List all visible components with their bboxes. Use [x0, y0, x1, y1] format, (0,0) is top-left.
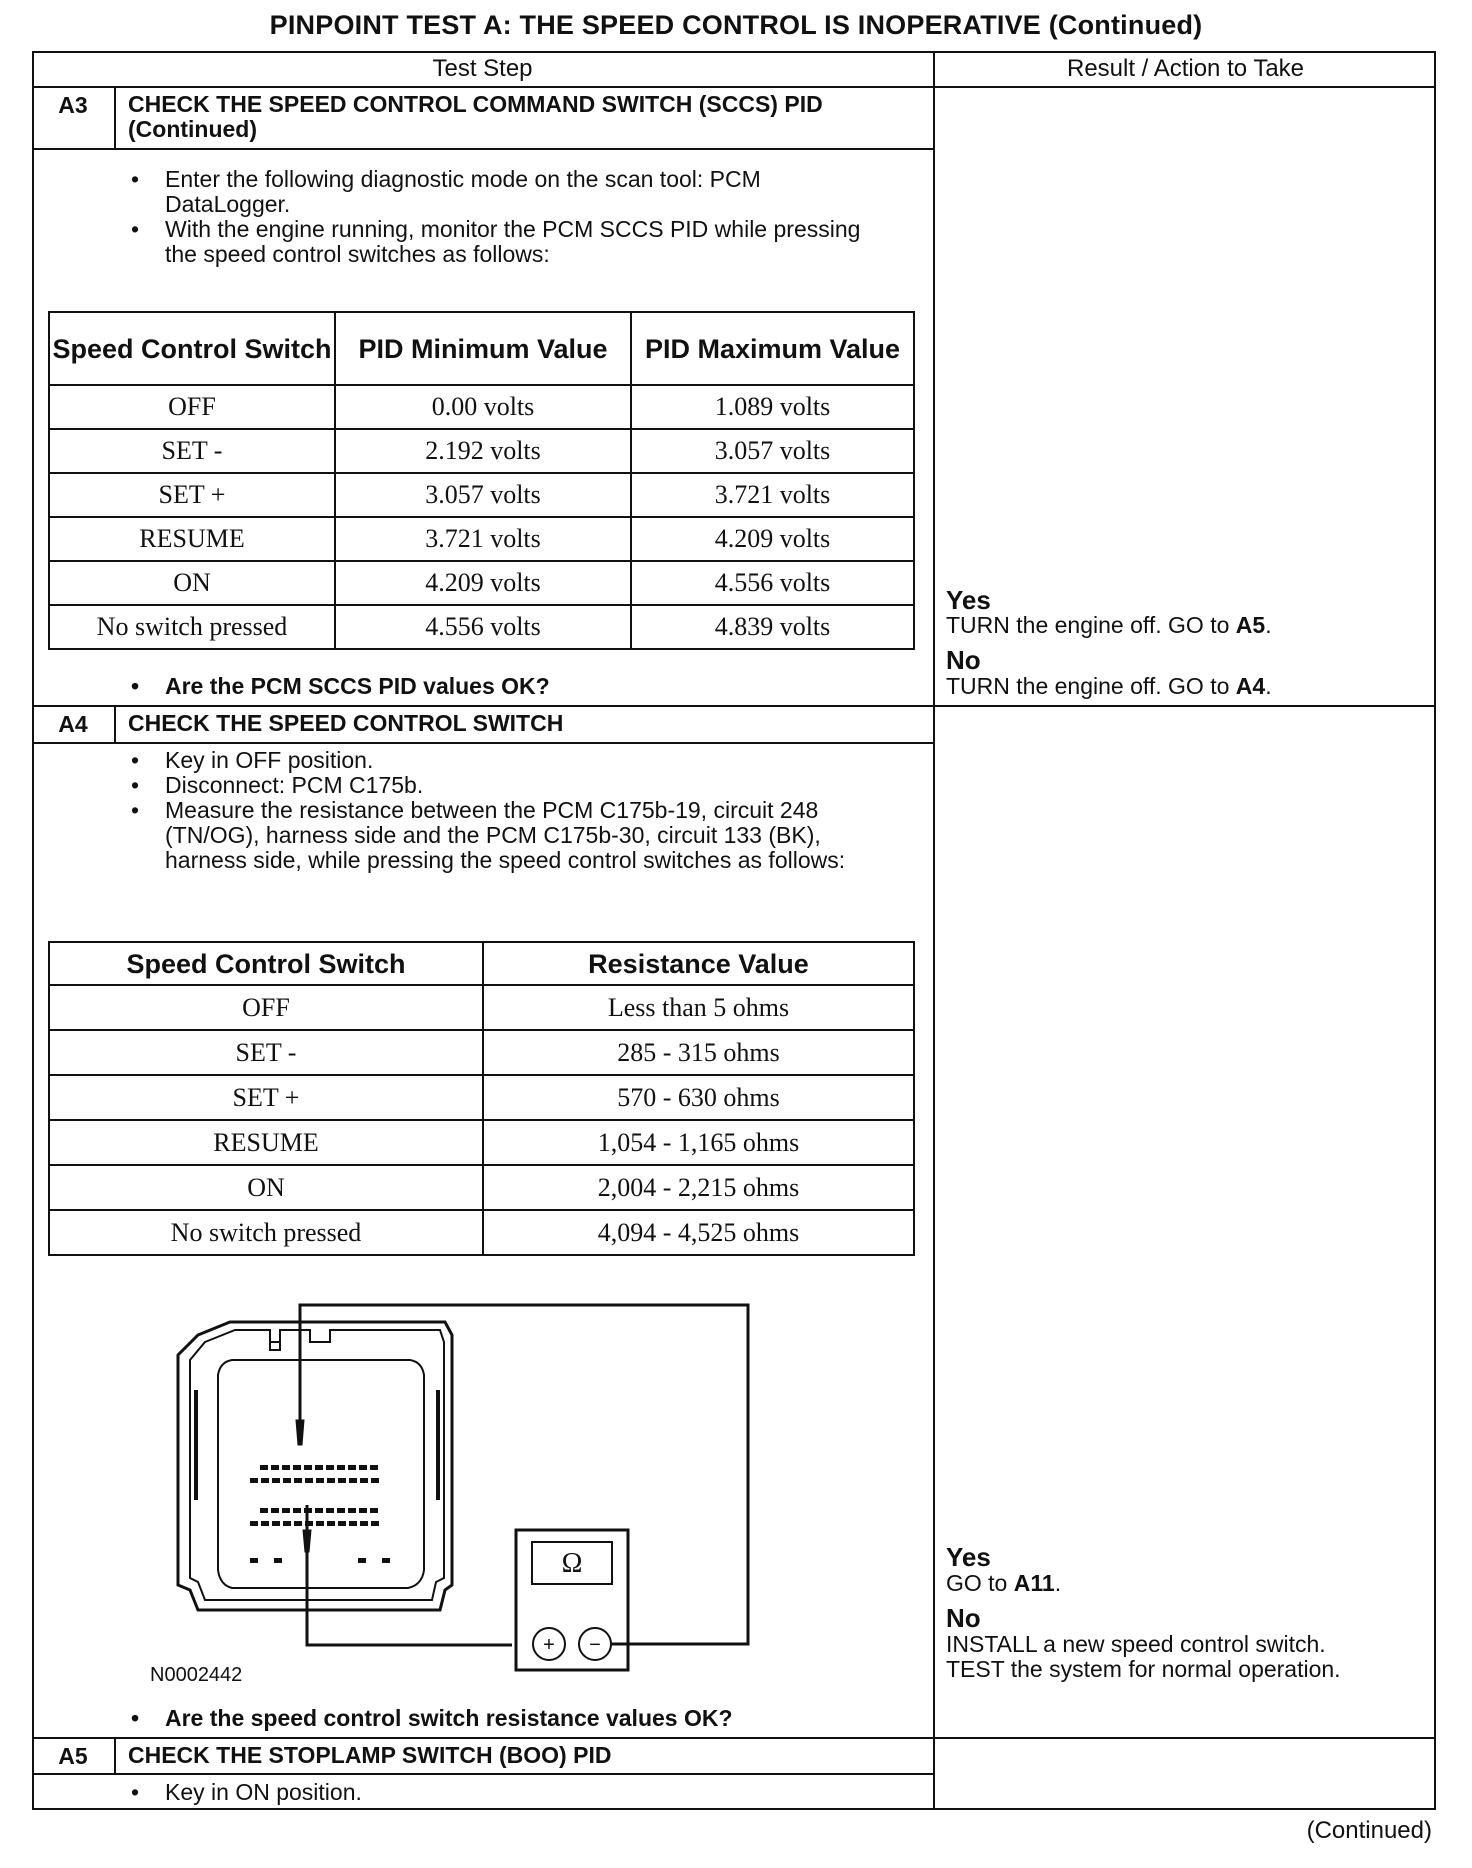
pin	[338, 1478, 346, 1483]
table-row	[49, 1030, 914, 1075]
lead-to-minus	[611, 1530, 748, 1644]
result-no-label-a3: No	[946, 645, 981, 675]
pin	[349, 1478, 357, 1483]
probe-lead-positive	[300, 1305, 748, 1530]
table-row	[49, 1120, 914, 1165]
pin	[283, 1478, 291, 1483]
column-divider	[933, 51, 935, 1810]
step-separator-a5	[32, 1737, 1436, 1739]
question-text: Are the PCM SCCS PID values OK?	[165, 673, 550, 699]
cell: 3.057 volts	[335, 473, 631, 517]
table-row	[49, 561, 914, 605]
cell: 1.089 volts	[631, 385, 914, 429]
table-row	[49, 1210, 914, 1255]
pin	[338, 1521, 346, 1526]
minus-symbol: −	[589, 1634, 601, 1656]
cell: 3.721 volts	[335, 517, 631, 561]
table-row	[49, 429, 914, 473]
sccs-header-switch: Speed Control Switch	[49, 312, 335, 385]
step-id-divider-a5	[114, 1737, 116, 1774]
cell: 2,004 - 2,215 ohms	[483, 1165, 914, 1210]
pin	[315, 1508, 323, 1513]
table-row	[49, 473, 914, 517]
result-yes-label-a3: Yes	[946, 585, 991, 615]
pin	[271, 1465, 279, 1470]
cell: OFF	[49, 385, 335, 429]
result-no-text-a3: TURN the engine off. GO to A4.	[946, 673, 1272, 699]
step-title-a4: CHECK THE SPEED CONTROL SWITCH	[128, 710, 564, 736]
pin	[250, 1558, 258, 1563]
figure-id: N0002442	[150, 1664, 243, 1686]
pin	[260, 1508, 268, 1513]
table-row	[49, 517, 914, 561]
bullet-dot: •	[131, 1779, 140, 1805]
pin	[337, 1465, 345, 1470]
result-text: GO to	[946, 1570, 1008, 1596]
pin-row-1	[260, 1465, 378, 1470]
step-link-a4[interactable]: A4	[1235, 673, 1266, 699]
result-yes-text-a4: GO to A11.	[946, 1570, 1062, 1596]
step-id-a4: A4	[58, 711, 88, 737]
bullet-a5-1	[131, 1779, 905, 1805]
pin-row-3	[260, 1508, 378, 1513]
pin-rows	[250, 1465, 390, 1563]
pin	[294, 1478, 302, 1483]
pin-row-4	[250, 1521, 379, 1526]
cell: OFF	[49, 985, 483, 1030]
pin	[261, 1521, 269, 1526]
pin	[370, 1508, 378, 1513]
cell: 0.00 volts	[335, 385, 631, 429]
bullet-dot: •	[131, 747, 140, 773]
cell: SET -	[49, 429, 335, 473]
pin	[358, 1558, 366, 1563]
bullet-dot: •	[131, 166, 140, 192]
step-title-rule-a5	[32, 1773, 935, 1775]
question-text: Are the speed control switch resistance values OK?	[165, 1705, 733, 1731]
result-yes-text-a3: TURN the engine off. GO to A5.	[946, 612, 1272, 638]
bullet-a4-1	[131, 747, 905, 773]
switch-resistance-table	[48, 941, 915, 1256]
pin	[282, 1508, 290, 1513]
result-no-text-a4-1: INSTALL a new speed control switch.	[946, 1631, 1326, 1657]
question-a3	[131, 673, 885, 699]
bullet-text: Disconnect: PCM C175b.	[165, 772, 424, 798]
pin	[337, 1508, 345, 1513]
cell: 570 - 630 ohms	[483, 1075, 914, 1120]
step-title-a3: CHECK THE SPEED CONTROL COMMAND SWITCH (SCCS) PID (Continued)	[128, 91, 823, 142]
cell: 3.721 volts	[631, 473, 914, 517]
bullet-text: Enter the following diagnostic mode on the scan tool: PCM DataLogger.	[165, 166, 761, 217]
cell: 285 - 315 ohms	[483, 1030, 914, 1075]
pin	[371, 1478, 379, 1483]
table-row	[49, 1075, 914, 1120]
pin	[360, 1478, 368, 1483]
sccs-header-min: PID Minimum Value	[335, 312, 631, 385]
pin	[316, 1521, 324, 1526]
pin	[348, 1508, 356, 1513]
cell: 4.209 volts	[335, 561, 631, 605]
connector-cavity	[218, 1360, 424, 1588]
result-no-label-a4: No	[946, 1603, 981, 1633]
cell: Less than 5 ohms	[483, 985, 914, 1030]
pin	[282, 1465, 290, 1470]
pin	[326, 1465, 334, 1470]
bullet-text: Measure the resistance between the PCM C175b-19, circuit 248 (TN/OG), harness side and the PCM C175b-30, circuit 133 (BK), harness side, while pressing the speed control switches as follows:	[165, 797, 846, 873]
pin	[293, 1465, 301, 1470]
step-id-a3: A3	[58, 92, 88, 118]
pin	[359, 1508, 367, 1513]
pin	[293, 1508, 301, 1513]
connector-ohmmeter-diagram	[150, 1280, 800, 1680]
pin	[327, 1478, 335, 1483]
pin	[371, 1521, 379, 1526]
column-header-test-step: Test Step	[432, 55, 533, 82]
probe-tip-1	[296, 1420, 304, 1445]
sccs-pid-table	[48, 311, 915, 650]
pin	[316, 1478, 324, 1483]
cell: 4,094 - 4,525 ohms	[483, 1210, 914, 1255]
pin	[370, 1465, 378, 1470]
step-separator-a4	[32, 705, 1436, 707]
table-row	[49, 985, 914, 1030]
connector-latch-tab	[270, 1330, 280, 1350]
step-title-rule-a4	[32, 742, 935, 744]
bullet-a3-2	[131, 216, 865, 267]
table-row	[49, 385, 914, 429]
pin	[250, 1521, 258, 1526]
pin	[294, 1521, 302, 1526]
pin	[261, 1478, 269, 1483]
pin	[260, 1465, 268, 1470]
bullet-dot: •	[131, 1705, 140, 1731]
bullet-text: With the engine running, monitor the PCM SCCS PID while pressing the speed control switches as follows:	[165, 216, 861, 267]
cell: 1,054 - 1,165 ohms	[483, 1120, 914, 1165]
column-header-result: Result / Action to Take	[1066, 55, 1305, 82]
step-title-rule-a3	[32, 148, 935, 150]
bullet-dot: •	[131, 216, 140, 242]
bullet-text: Key in OFF position.	[165, 747, 374, 773]
pin	[274, 1558, 282, 1563]
cell: 4.556 volts	[335, 605, 631, 649]
resistance-header-switch: Speed Control Switch	[49, 942, 483, 985]
pin-row-2	[250, 1478, 379, 1483]
ohm-symbol: Ω	[561, 1548, 583, 1579]
probe-tip-2	[303, 1530, 311, 1552]
step-link-a5[interactable]: A5	[1235, 612, 1266, 638]
pin	[327, 1521, 335, 1526]
result-text: TURN the engine off. GO to	[946, 673, 1230, 699]
pin	[304, 1465, 312, 1470]
pin	[359, 1465, 367, 1470]
pin	[272, 1521, 280, 1526]
bullet-dot: •	[131, 772, 140, 798]
sccs-header-max: PID Maximum Value	[631, 312, 914, 385]
bullet-a4-3	[131, 797, 905, 873]
cell: 4.556 volts	[631, 561, 914, 605]
pin	[382, 1558, 390, 1563]
question-a4	[131, 1705, 905, 1731]
pin	[360, 1521, 368, 1526]
resistance-header-value: Resistance Value	[483, 942, 914, 985]
cell: No switch pressed	[49, 605, 335, 649]
pin	[272, 1478, 280, 1483]
step-link-a11[interactable]: A11	[1013, 1570, 1055, 1596]
probe-lead-negative	[307, 1505, 512, 1645]
continued-footer: (Continued)	[1306, 1817, 1432, 1844]
bullet-text: Key in ON position.	[165, 1779, 362, 1805]
result-no-text-a4-2: TEST the system for normal operation.	[946, 1656, 1341, 1682]
table-row	[49, 1165, 914, 1210]
pin	[305, 1478, 313, 1483]
plus-symbol: +	[543, 1634, 555, 1656]
step-id-divider-a3	[114, 86, 116, 149]
cell: SET +	[49, 473, 335, 517]
cell: No switch pressed	[49, 1210, 483, 1255]
cell: RESUME	[49, 517, 335, 561]
cell: SET +	[49, 1075, 483, 1120]
pin	[271, 1508, 279, 1513]
pin	[349, 1521, 357, 1526]
step-title-a5: CHECK THE STOPLAMP SWITCH (BOO) PID	[128, 1742, 612, 1768]
cell: RESUME	[49, 1120, 483, 1165]
header-rule	[32, 86, 1436, 88]
cell: ON	[49, 561, 335, 605]
bullet-dot: •	[131, 797, 140, 823]
result-text: TURN the engine off. GO to	[946, 612, 1230, 638]
cell: ON	[49, 1165, 483, 1210]
cell: 4.209 volts	[631, 517, 914, 561]
step-id-a5: A5	[58, 1743, 88, 1769]
bullet-dot: •	[131, 673, 140, 699]
pin	[326, 1508, 334, 1513]
pin	[348, 1465, 356, 1470]
pin	[250, 1478, 258, 1483]
pin	[315, 1465, 323, 1470]
cell: 3.057 volts	[631, 429, 914, 473]
cell: 4.839 volts	[631, 605, 914, 649]
result-yes-label-a4: Yes	[946, 1542, 991, 1572]
bullet-a3-1	[131, 166, 865, 217]
table-row	[49, 605, 914, 649]
page-title: PINPOINT TEST A: THE SPEED CONTROL IS INOPERATIVE (Continued)	[269, 10, 1203, 40]
bullet-a4-2	[131, 772, 905, 798]
step-id-divider-a4	[114, 705, 116, 743]
pin	[283, 1521, 291, 1526]
cell: 2.192 volts	[335, 429, 631, 473]
cell: SET -	[49, 1030, 483, 1075]
